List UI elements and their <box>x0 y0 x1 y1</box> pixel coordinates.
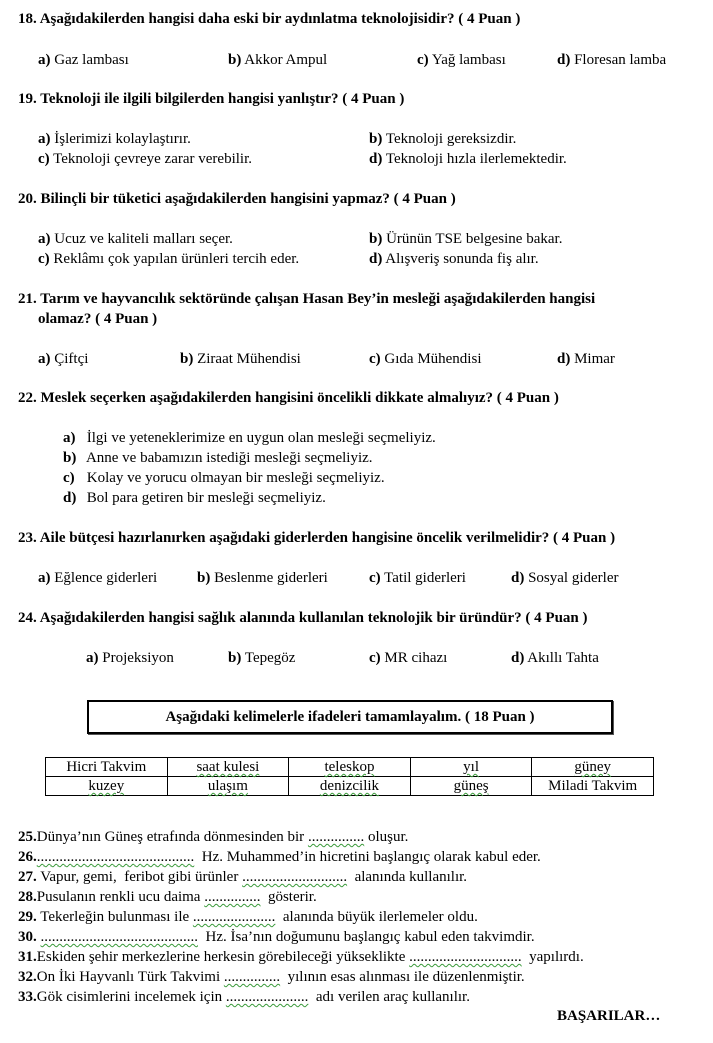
option-20a[interactable] <box>38 230 233 248</box>
option-label: b) <box>228 52 242 68</box>
option-text: Teknoloji hızla ilerlemektedir. <box>385 151 567 167</box>
option-label: a) <box>86 650 99 666</box>
answer-blank[interactable]: .............................. <box>409 949 522 965</box>
answer-blank[interactable]: ............... <box>223 969 281 985</box>
option-22b[interactable] <box>63 449 373 467</box>
option-text: İşlerimizi kolaylaştırır. <box>54 131 191 147</box>
option-text: Ucuz ve kaliteli malları seçer. <box>54 231 233 247</box>
option-text: Akıllı Tahta <box>527 650 599 666</box>
option-label: a) <box>38 570 51 586</box>
item-text: On İki Hayvanlı Türk Takvimi <box>36 969 224 985</box>
question-21 <box>18 290 595 308</box>
option-text: MR cihazı <box>384 650 448 666</box>
option-23a[interactable] <box>38 569 157 587</box>
answer-blank[interactable]: .......................................... <box>40 929 198 945</box>
option-21b[interactable] <box>180 350 301 368</box>
option-text: Teknoloji gereksizdir. <box>385 131 517 147</box>
item-number: 30. <box>18 929 37 945</box>
fill-item-33 <box>18 988 470 1006</box>
option-label: c) <box>369 650 381 666</box>
word: yıl <box>463 759 479 775</box>
fill-item-28 <box>18 888 317 906</box>
option-label: d) <box>557 351 571 367</box>
answer-blank[interactable]: ............................ <box>242 869 348 885</box>
word-cell <box>46 777 168 796</box>
item-number: 25. <box>18 829 37 845</box>
option-24a[interactable] <box>86 649 174 667</box>
fill-item-30 <box>18 928 535 946</box>
question-number: 23. <box>18 530 37 546</box>
word: Miladi Takvim <box>548 778 638 794</box>
option-label: b) <box>197 570 211 586</box>
word: ulaşım <box>207 778 248 794</box>
item-number: 28. <box>18 889 37 905</box>
item-number: 33. <box>18 989 37 1005</box>
question-number: 21. <box>18 291 37 307</box>
question-number: 18. <box>18 11 37 27</box>
option-label: a) <box>63 430 76 446</box>
option-text: Anne ve babamızın istediği mesleği seçmeliyiz. <box>85 450 373 466</box>
option-label: d) <box>511 650 525 666</box>
option-18d[interactable] <box>557 51 666 69</box>
option-text: Gıda Mühendisi <box>384 351 482 367</box>
question-21-continued: olamaz? ( 4 Puan ) <box>38 311 158 327</box>
option-21c[interactable] <box>369 350 481 368</box>
option-20c[interactable] <box>38 250 299 268</box>
word-cell <box>167 777 289 796</box>
option-text: Gaz lambası <box>54 52 129 68</box>
question-23 <box>18 529 615 547</box>
option-text: İlgi ve yeteneklerimize en uygun olan mesleği seçmeliyiz. <box>86 430 436 446</box>
question-19 <box>18 90 404 108</box>
item-text: Vapur, gemi, feribot gibi ürünler <box>36 869 243 885</box>
question-18 <box>18 10 520 28</box>
item-text: Pusulanın renkli ucu daima <box>36 889 205 905</box>
section-title: Aşağıdaki kelimelerle ifadeleri tamamlayalım. ( 18 Puan ) <box>165 709 535 725</box>
option-label: d) <box>63 490 77 506</box>
option-text: Eğlence giderleri <box>54 570 158 586</box>
option-19b[interactable] <box>369 130 516 148</box>
option-text: Alışveriş sonunda fiş alır. <box>385 251 539 267</box>
question-text: Aşağıdakilerden hangisi daha eski bir aydınlatma teknolojisidir? ( 4 Puan ) <box>39 11 521 27</box>
option-label: c) <box>369 570 381 586</box>
section-title-box <box>87 700 613 734</box>
option-label: c) <box>369 351 381 367</box>
question-text: Meslek seçerken aşağıdakilerden hangisini öncelikli dikkate almalıyız? ( 4 Puan ) <box>40 390 559 406</box>
option-23c[interactable] <box>369 569 466 587</box>
option-21d[interactable] <box>557 350 615 368</box>
word-cell <box>289 758 411 777</box>
answer-blank[interactable]: .......................................... <box>36 849 195 865</box>
option-label: d) <box>557 52 571 68</box>
option-text: Yağ lambası <box>431 52 506 68</box>
item-text: alanında büyük ilerlemeler oldu. <box>275 909 478 925</box>
word: güney <box>574 759 612 775</box>
word: Hicri Takvim <box>66 759 147 775</box>
option-19c[interactable] <box>38 150 252 168</box>
option-text: Tepegöz <box>244 650 296 666</box>
word: denizcilik <box>319 778 380 794</box>
option-text: Çiftçi <box>54 351 89 367</box>
fill-item-32 <box>18 968 525 986</box>
option-label: a) <box>38 131 51 147</box>
word-bank-table <box>45 757 654 796</box>
option-19d[interactable] <box>369 150 567 168</box>
word-cell <box>167 758 289 777</box>
option-18c[interactable] <box>417 51 506 69</box>
option-24c[interactable] <box>369 649 447 667</box>
item-text: alanında kullanılır. <box>347 869 468 885</box>
option-19a[interactable] <box>38 130 191 148</box>
item-text: yılının esas alınması ile düzenlenmiştir. <box>280 969 525 985</box>
option-22d[interactable] <box>63 489 326 507</box>
word-cell <box>289 777 411 796</box>
option-label: d) <box>369 251 383 267</box>
option-label: c) <box>38 151 50 167</box>
answer-blank[interactable]: ............... <box>307 829 365 845</box>
question-text: Tarım ve hayvancılık sektöründe çalışan Hasan Bey’in mesleği aşağıdakilerden hangisi <box>40 291 596 307</box>
fill-item-25 <box>18 828 408 846</box>
answer-blank[interactable]: ...................... <box>192 909 276 925</box>
answer-blank[interactable]: ...................... <box>225 989 309 1005</box>
question-text: Aile bütçesi hazırlanırken aşağıdaki giderlerden hangisine öncelik verilmelidir? ( 4 Puan ) <box>39 530 616 546</box>
option-20b[interactable] <box>369 230 562 248</box>
word: güneş <box>453 778 489 794</box>
option-text: Kolay ve yorucu olmayan bir mesleği seçmeliyiz. <box>86 470 385 486</box>
option-text: Floresan lamba <box>574 52 667 68</box>
option-label: b) <box>63 450 77 466</box>
item-number: 26. <box>18 849 37 865</box>
option-18a[interactable] <box>38 51 129 69</box>
item-number: 27. <box>18 869 37 885</box>
question-24 <box>18 609 588 627</box>
question-text: Aşağıdakilerden hangisi sağlık alanında kullanılan teknolojik bir üründür? ( 4 Puan ) <box>39 610 588 626</box>
item-text: adı verilen araç kullanılır. <box>308 989 470 1005</box>
option-24d[interactable] <box>511 649 599 667</box>
option-text: Projeksiyon <box>102 650 174 666</box>
option-label: d) <box>369 151 383 167</box>
option-label: b) <box>369 231 383 247</box>
question-number: 19. <box>18 91 37 107</box>
option-label: c) <box>38 251 50 267</box>
closing-text: BAŞARILAR… <box>557 1008 661 1024</box>
word-cell <box>410 758 532 777</box>
item-text: Hz. Muhammed’in hicretini başlangıç olarak kabul eder. <box>194 849 541 865</box>
option-label: a) <box>38 52 51 68</box>
option-label: c) <box>63 470 75 486</box>
word: teleskop <box>324 759 375 775</box>
word-cell <box>532 777 654 796</box>
option-text: Ziraat Mühendisi <box>197 351 301 367</box>
word-cell <box>532 758 654 777</box>
fill-item-31 <box>18 948 584 966</box>
item-text: Gök cisimlerini incelemek için <box>36 989 226 1005</box>
item-number: 29. <box>18 909 37 925</box>
option-text: Tatil giderleri <box>384 570 466 586</box>
item-text: gösterir. <box>260 889 317 905</box>
question-number: 24. <box>18 610 37 626</box>
option-21a[interactable] <box>38 350 88 368</box>
fill-item-29 <box>18 908 478 926</box>
item-text: Dünya’nın Güneş etrafında dönmesinden bir <box>36 829 308 845</box>
word: kuzey <box>88 778 125 794</box>
fill-item-26 <box>18 848 541 866</box>
option-24b[interactable] <box>228 649 295 667</box>
option-text: Mimar <box>574 351 615 367</box>
word-cell <box>46 758 168 777</box>
option-18b[interactable] <box>228 51 327 69</box>
question-number: 20. <box>18 191 37 207</box>
item-number: 31. <box>18 949 37 965</box>
question-20 <box>18 190 456 208</box>
option-label: b) <box>180 351 194 367</box>
option-text: Bol para getiren bir mesleği seçmeliyiz. <box>86 490 326 506</box>
option-text: Akkor Ampul <box>244 52 328 68</box>
item-text: yapılırdı. <box>521 949 584 965</box>
question-22 <box>18 389 559 407</box>
fill-item-27 <box>18 868 467 886</box>
option-text: Reklâmı çok yapılan ürünleri tercih eder. <box>53 251 300 267</box>
item-text: Tekerleğin bulunması ile <box>36 909 193 925</box>
question-text: Bilinçli bir tüketici aşağıdakilerden hangisini yapmaz? ( 4 Puan ) <box>40 191 456 207</box>
option-22a[interactable] <box>63 429 436 447</box>
question-text: Teknoloji ile ilgili bilgilerden hangisi yanlıştır? ( 4 Puan ) <box>40 91 405 107</box>
option-text: Beslenme giderleri <box>214 570 328 586</box>
option-label: c) <box>417 52 429 68</box>
item-number: 32. <box>18 969 37 985</box>
option-23d[interactable] <box>511 569 619 587</box>
option-text: Ürünün TSE belgesine bakar. <box>386 231 563 247</box>
option-22c[interactable] <box>63 469 385 487</box>
option-23b[interactable] <box>197 569 328 587</box>
option-20d[interactable] <box>369 250 539 268</box>
item-text: Eskiden şehir merkezlerine herkesin görebileceği yükseklikte <box>36 949 410 965</box>
item-text: Hz. İsa’nın doğumunu başlangıç kabul eden takvimdir. <box>198 929 535 945</box>
option-text: Teknoloji çevreye zarar verebilir. <box>53 151 252 167</box>
option-label: a) <box>38 351 51 367</box>
word: saat kulesi <box>196 759 260 775</box>
question-number: 22. <box>18 390 37 406</box>
option-label: b) <box>228 650 242 666</box>
option-label: d) <box>511 570 525 586</box>
option-text: Sosyal giderler <box>528 570 619 586</box>
table-row <box>46 777 654 796</box>
item-text: oluşur. <box>364 829 409 845</box>
option-label: b) <box>369 131 383 147</box>
option-label: a) <box>38 231 51 247</box>
word-cell <box>410 777 532 796</box>
answer-blank[interactable]: ............... <box>204 889 261 905</box>
table-row <box>46 758 654 777</box>
